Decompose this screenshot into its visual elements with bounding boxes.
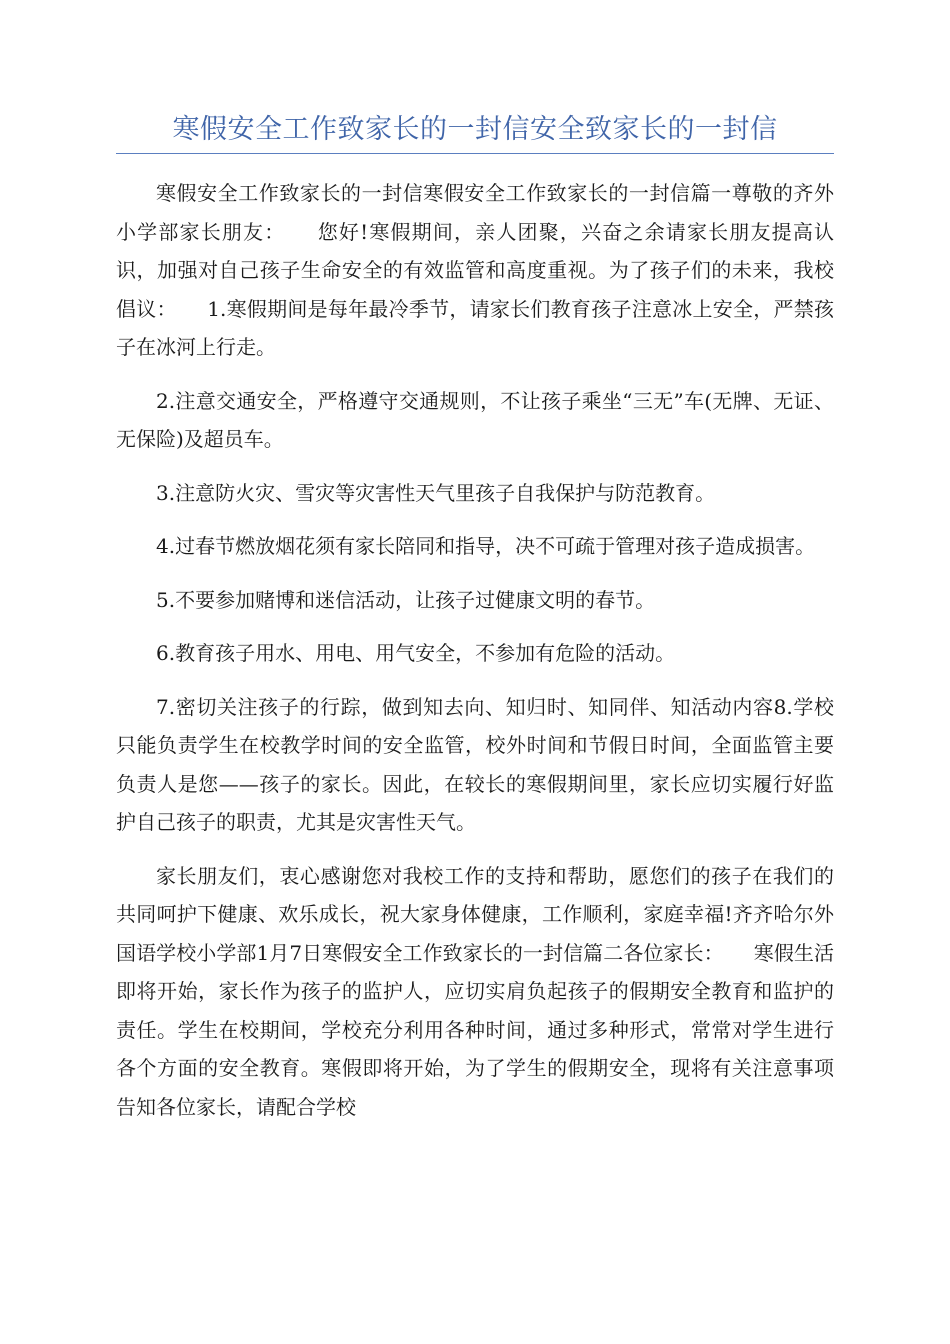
paragraph: 3.注意防火灾、雪灾等灾害性天气里孩子自我保护与防范教育。	[156, 480, 716, 505]
paragraph: 2.注意交通安全，严格遵守交通规则，不让孩子乘坐“三无”车(无牌、无证、无保险)及超员车。	[116, 388, 834, 451]
paragraph: 5.不要参加赌博和迷信活动，让孩子过健康文明的春节。	[156, 587, 656, 612]
paragraph: 7.密切关注孩子的行踪，做到知去向、知归时、知同伴、知活动内容8.学校只能负责学生在校教学时间的安全监管，校外时间和节假日时间，全面监管主要负责人是您——孩子的家长。因此，在较长的寒假期间里，家长应切实履行好监护自己孩子的职责，尤其是灾害性天气。	[116, 694, 834, 834]
title-underline	[116, 153, 834, 154]
paragraph: 家长朋友们，衷心感谢您对我校工作的支持和帮助，愿您们的孩子在我们的共同呵护下健康、欢乐成长，祝大家身体健康，工作顺利，家庭幸福!齐齐哈尔外国语学校小学部1月7日寒假安全工作致家长的一封信篇二各位家长： 寒假生活即将开始，家长作为孩子的监护人，应切实肩负起孩子的假期安全教育和监护的责任。学生在校期间，学校充分利用各种时间，通过多种形式，常常对学生进行各个方面的安全教育。寒假即将开始，为了学生的假期安全，现将有关注意事项告知各位家长，请配合学校	[116, 863, 834, 1119]
document-title: 寒假安全工作致家长的一封信安全致家长的一封信	[172, 114, 778, 145]
paragraph: 寒假安全工作致家长的一封信寒假安全工作致家长的一封信篇一尊敬的齐外小学部家长朋友： 您好!寒假期间，亲人团聚，兴奋之余请家长朋友提高认识，加强对自己孩子生命安全的有效监管和高度重视。为了孩子们的未来，我校倡议： 1.寒假期间是每年最冷季节，请家长们教育孩子注意冰上安全，严禁孩子在冰河上行走。	[116, 181, 834, 359]
document-body	[116, 174, 834, 1141]
paragraph: 6.教育孩子用水、用电、用气安全，不参加有危险的活动。	[156, 641, 676, 665]
paragraph: 4.过春节燃放烟花须有家长陪同和指导，决不可疏于管理对孩子造成损害。	[156, 534, 816, 558]
